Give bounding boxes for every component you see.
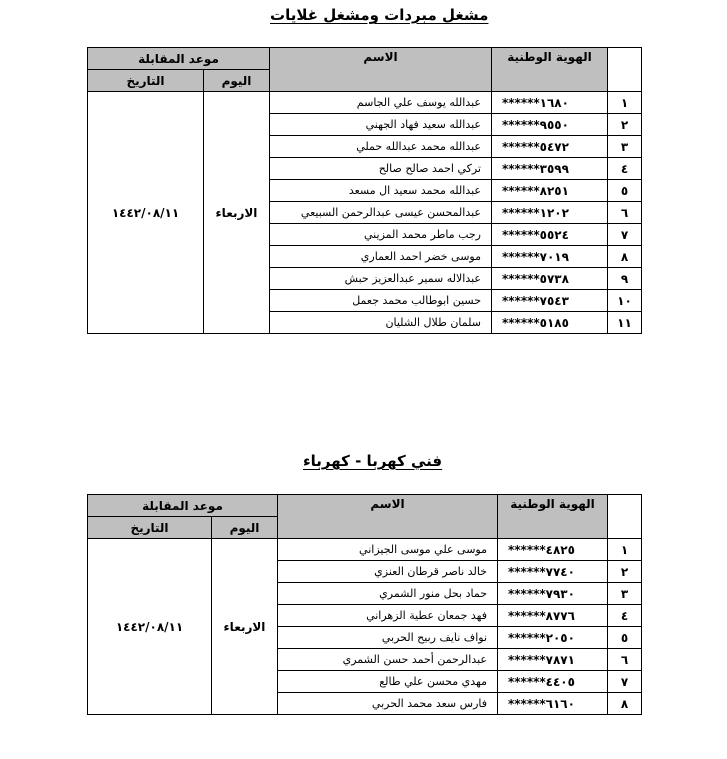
national-id-cell: ******١٢٠٢ xyxy=(492,202,608,224)
schedule-table-electrician xyxy=(87,494,642,715)
header-date: التاريخ xyxy=(88,70,204,92)
row-number: ٤ xyxy=(608,605,642,627)
interview-day-cell: الاربعاء xyxy=(204,92,270,334)
national-id-cell: ******٩٥٥٠ xyxy=(492,114,608,136)
national-id-cell: ******٤٤٠٥ xyxy=(498,671,608,693)
national-id-cell: ******٥٥٢٤ xyxy=(492,224,608,246)
name-cell: عبدالله محمد سعيد ال مسعد xyxy=(270,180,492,202)
name-cell: عبدالمحسن عيسى عبدالرحمن السبيعي xyxy=(270,202,492,224)
header-name: الاسم xyxy=(270,48,492,92)
interview-day-cell: الاربعاء xyxy=(212,539,278,715)
row-number: ٧ xyxy=(608,224,642,246)
national-id-cell: ******٤٨٢٥ xyxy=(498,539,608,561)
name-cell: حسين ابوطالب محمد جعمل xyxy=(270,290,492,312)
national-id-cell: ******٧٩٣٠ xyxy=(498,583,608,605)
header-national-id: الهوية الوطنية xyxy=(498,495,608,539)
row-number: ٩ xyxy=(608,268,642,290)
section-title-electrician: فني كهربا - كهرباء xyxy=(303,452,443,470)
national-id-cell: ******٧٥٤٣ xyxy=(492,290,608,312)
name-cell: فارس سعد محمد الحربي xyxy=(278,693,498,715)
table-row xyxy=(88,92,642,114)
header-row-number xyxy=(608,495,642,539)
national-id-cell: ******٥٧٣٨ xyxy=(492,268,608,290)
name-cell: مهدي محسن علي طالع xyxy=(278,671,498,693)
national-id-cell: ******٥٤٧٢ xyxy=(492,136,608,158)
name-cell: نواف نايف ربيح الحربي xyxy=(278,627,498,649)
row-number: ١١ xyxy=(608,312,642,334)
interview-date-cell: ١٤٤٢/٠٨/١١ xyxy=(88,92,204,334)
row-number: ١ xyxy=(608,92,642,114)
name-cell: عبدالله سعيد فهاد الجهني xyxy=(270,114,492,136)
header-interview-time: موعد المقابلة xyxy=(88,48,270,70)
row-number: ٣ xyxy=(608,583,642,605)
row-number: ١ xyxy=(608,539,642,561)
name-cell: موسى خضر احمد العماري xyxy=(270,246,492,268)
national-id-cell: ******٧٠١٩ xyxy=(492,246,608,268)
header-day: اليوم xyxy=(212,517,278,539)
national-id-cell: ******٧٧٤٠ xyxy=(498,561,608,583)
row-number: ٨ xyxy=(608,246,642,268)
national-id-cell: ******٣٥٩٩ xyxy=(492,158,608,180)
interview-date-cell: ١٤٤٢/٠٨/١١ xyxy=(88,539,212,715)
row-number: ٢ xyxy=(608,114,642,136)
name-cell: عبدالرحمن أحمد حسن الشمري xyxy=(278,649,498,671)
row-number: ٤ xyxy=(608,158,642,180)
row-number: ٢ xyxy=(608,561,642,583)
name-cell: عبدالله يوسف علي الجاسم xyxy=(270,92,492,114)
header-day: اليوم xyxy=(204,70,270,92)
header-interview-time: موعد المقابلة xyxy=(88,495,278,517)
name-cell: حماد بحل منور الشمري xyxy=(278,583,498,605)
name-cell: خالد ناصر قرطان العنزي xyxy=(278,561,498,583)
header-national-id: الهوية الوطنية xyxy=(492,48,608,92)
section-title-coolers-boilers: مشغل مبردات ومشغل غلايات xyxy=(270,6,489,24)
row-number: ٦ xyxy=(608,649,642,671)
header-row-number xyxy=(608,48,642,92)
name-cell: فهد جمعان عطية الزهراني xyxy=(278,605,498,627)
header-name: الاسم xyxy=(278,495,498,539)
national-id-cell: ******٨٢٥١ xyxy=(492,180,608,202)
row-number: ٥ xyxy=(608,180,642,202)
national-id-cell: ******٦١٦٠ xyxy=(498,693,608,715)
schedule-table-coolers-boilers xyxy=(87,47,642,334)
name-cell: موسى علي موسى الجيزاني xyxy=(278,539,498,561)
name-cell: سلمان طلال الشليان xyxy=(270,312,492,334)
national-id-cell: ******١٦٨٠ xyxy=(492,92,608,114)
row-number: ٣ xyxy=(608,136,642,158)
name-cell: رجب ماطر محمد المزيني xyxy=(270,224,492,246)
name-cell: تركي احمد صالح صالح xyxy=(270,158,492,180)
row-number: ٥ xyxy=(608,627,642,649)
national-id-cell: ******٥١٨٥ xyxy=(492,312,608,334)
name-cell: عبدالله محمد عبدالله حملي xyxy=(270,136,492,158)
table-row xyxy=(88,539,642,561)
row-number: ٨ xyxy=(608,693,642,715)
national-id-cell: ******٨٧٧٦ xyxy=(498,605,608,627)
name-cell: عبدالاله سمير عبدالعزيز حبش xyxy=(270,268,492,290)
header-date: التاريخ xyxy=(88,517,212,539)
national-id-cell: ******٧٨٧١ xyxy=(498,649,608,671)
national-id-cell: ******٢٠٥٠ xyxy=(498,627,608,649)
row-number: ٧ xyxy=(608,671,642,693)
row-number: ٦ xyxy=(608,202,642,224)
row-number: ١٠ xyxy=(608,290,642,312)
